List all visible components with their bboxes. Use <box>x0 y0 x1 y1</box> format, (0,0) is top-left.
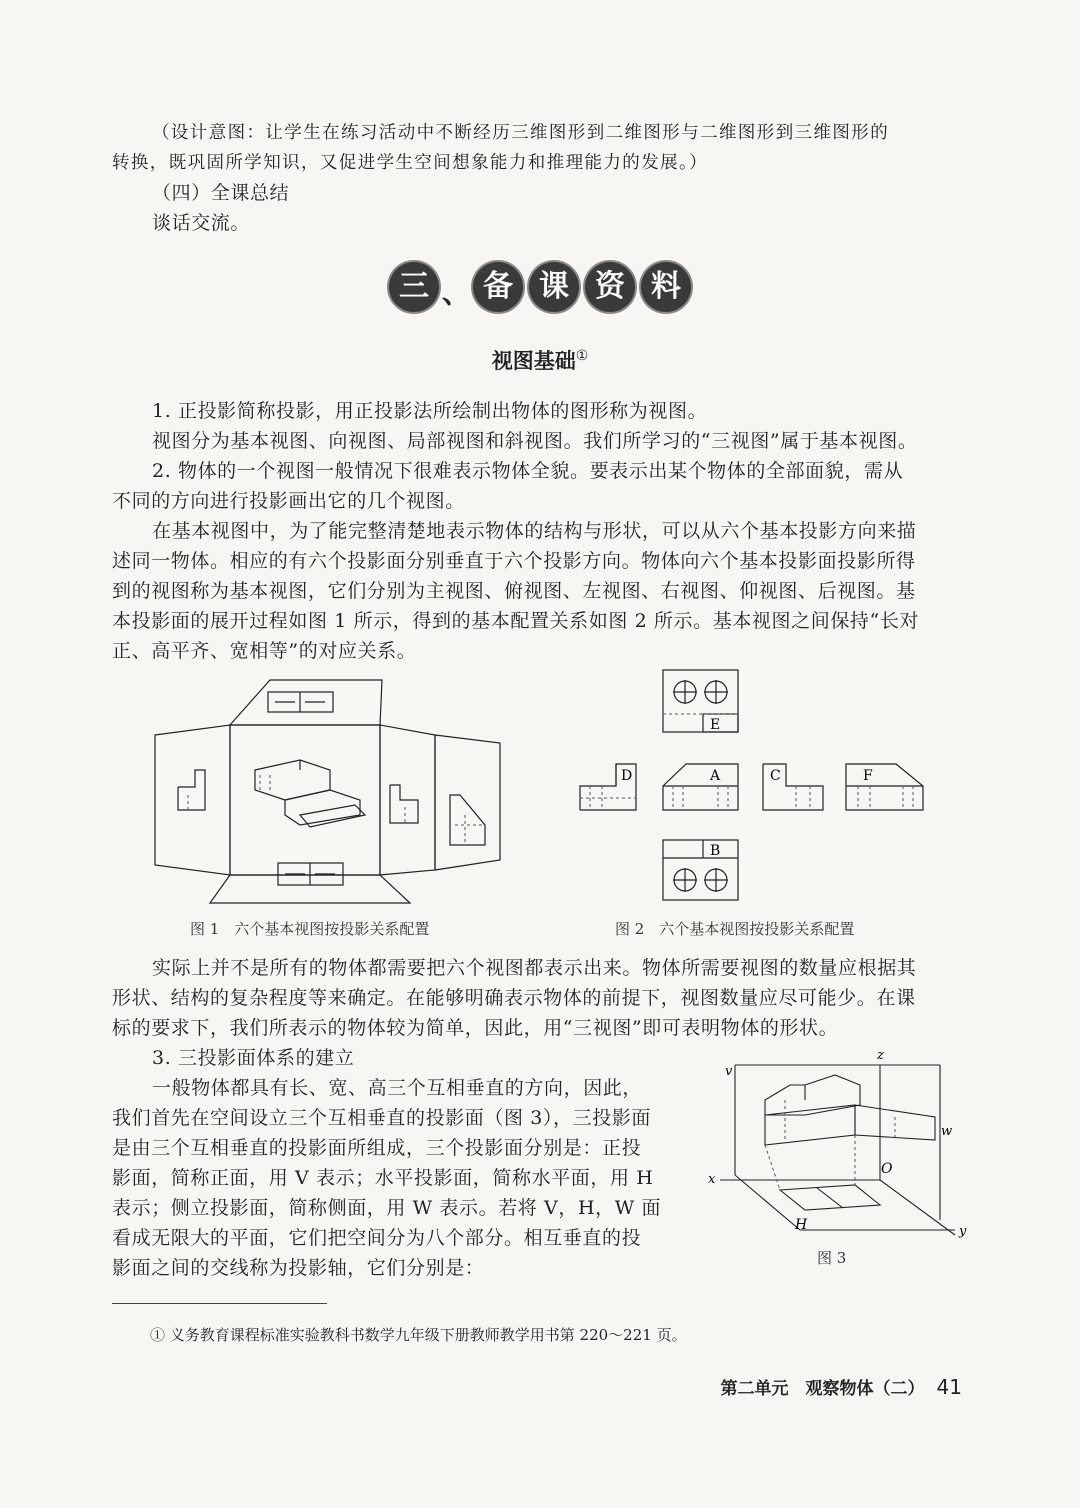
axis-label-z: z <box>877 1048 884 1063</box>
section-banner <box>0 262 1080 312</box>
banner-char-4: 资 <box>585 262 635 312</box>
paragraph-1: 1. 正投影简称投影，用正投影法所绘制出物体的图形称为视图。 <box>152 400 708 422</box>
banner-char-2: 备 <box>473 262 523 312</box>
paragraph-5: 在基本视图中，为了能完整清楚地表示物体的结构与形状，可以从六个基本投影方向来描 <box>152 520 917 542</box>
paragraph-9: 正、高平齐、宽相等”的对应关系。 <box>112 640 417 662</box>
page-footer <box>721 1374 962 1399</box>
view-label-d: D <box>621 768 633 784</box>
figure-3-caption: 图 3 <box>817 1249 847 1267</box>
banner-char-1: 三 <box>389 262 439 312</box>
plane-label-h: H <box>795 1217 808 1233</box>
plane-label-v: v <box>725 1064 733 1079</box>
section-title <box>0 345 1080 375</box>
figure-2-six-views <box>578 668 933 908</box>
paragraph-2: 视图分为基本视图、向视图、局部视图和斜视图。我们所学习的“三视图”属于基本视图。 <box>152 430 918 452</box>
footnote: ① 义务教育课程标准实验教科书数学九年级下册教师教学用书第 220～221 页。 <box>150 1326 687 1344</box>
figure-1-caption: 图 1 六个基本视图按投影关系配置 <box>190 920 430 938</box>
paragraph-15: 我们首先在空间设立三个互相垂直的投影面（图 3），三投影面 <box>112 1107 652 1129</box>
paragraph-13: 3. 三投影面体系的建立 <box>152 1047 355 1069</box>
summary-text: 谈话交流。 <box>152 212 251 234</box>
paragraph-18: 表示；侧立投影面，简称侧面，用 W 表示。若将 V，H，W 面 <box>112 1197 662 1219</box>
plane-label-w: w <box>941 1124 953 1139</box>
paragraph-3: 2. 物体的一个视图一般情况下很难表示物体全貌。要表示出某个物体的全部面貌，需从 <box>152 460 904 482</box>
page-number: 41 <box>936 1375 962 1399</box>
paragraph-19: 看成无限大的平面，它们把空间分为八个部分。相互垂直的投 <box>112 1227 642 1249</box>
view-label-c: C <box>770 768 781 784</box>
design-intent-line-1: （设计意图：让学生在练习活动中不断经历三维图形到二维图形与二维图形到三维图形的 <box>152 123 890 143</box>
paragraph-20: 影面之间的交线称为投影轴，它们分别是： <box>112 1257 485 1279</box>
paragraph-12: 标的要求下，我们所表示的物体较为简单，因此，用“三视图”即可表明物体的形状。 <box>112 1017 839 1039</box>
section-title-text: 视图基础 <box>491 349 576 373</box>
summary-heading: （四）全课总结 <box>152 182 290 204</box>
paragraph-8: 本投影面的展开过程如图 1 所示，得到的基本配置关系如图 2 所示。基本视图之间保持“长对 <box>112 610 920 632</box>
paragraph-16: 是由三个互相垂直的投影面所组成，三个投影面分别是：正投 <box>112 1137 642 1159</box>
paragraph-6: 述同一物体。相应的有六个投影面分别垂直于六个投影方向。物体向六个基本投影面投影所得 <box>112 550 916 572</box>
paragraph-17: 影面，简称正面，用 V 表示；水平投影面，简称水平面，用 H <box>112 1167 654 1189</box>
axis-label-y: y <box>959 1224 967 1239</box>
paragraph-7: 到的视图称为基本视图，它们分别为主视图、俯视图、左视图、右视图、仰视图、后视图。基 <box>112 580 916 602</box>
paragraph-4: 不同的方向进行投影画出它的几个视图。 <box>112 490 465 512</box>
figure-3-three-planes <box>705 1045 975 1245</box>
banner-char-3: 课 <box>529 262 579 312</box>
view-label-a: A <box>710 768 721 784</box>
design-intent-line-2: 转换，既巩固所学知识，又促进学生空间想象能力和推理能力的发展。） <box>112 153 709 173</box>
footnote-divider <box>112 1303 327 1304</box>
view-label-b: B <box>710 843 721 859</box>
paragraph-14: 一般物体都具有长、宽、高三个互相垂直的方向，因此， <box>152 1077 643 1099</box>
paragraph-10: 实际上并不是所有的物体都需要把六个视图都表示出来。物体所需要视图的数量应根据其 <box>152 957 917 979</box>
view-label-f: F <box>863 768 873 784</box>
view-label-e: E <box>710 717 721 733</box>
origin-label-o: O <box>881 1161 893 1177</box>
footnote-marker: ① <box>575 348 589 364</box>
axis-label-x: x <box>708 1172 716 1187</box>
footer-unit-title: 第二单元 观察物体（二） <box>720 1379 925 1399</box>
banner-separator: 、 <box>441 276 470 310</box>
banner-char-5: 料 <box>641 262 691 312</box>
figure-2-caption: 图 2 六个基本视图按投影关系配置 <box>615 920 855 938</box>
figure-1-unfolded-planes <box>150 675 510 910</box>
paragraph-11: 形状、结构的复杂程度等来确定。在能够明确表示物体的前提下，视图数量应尽可能少。在课 <box>112 987 916 1009</box>
